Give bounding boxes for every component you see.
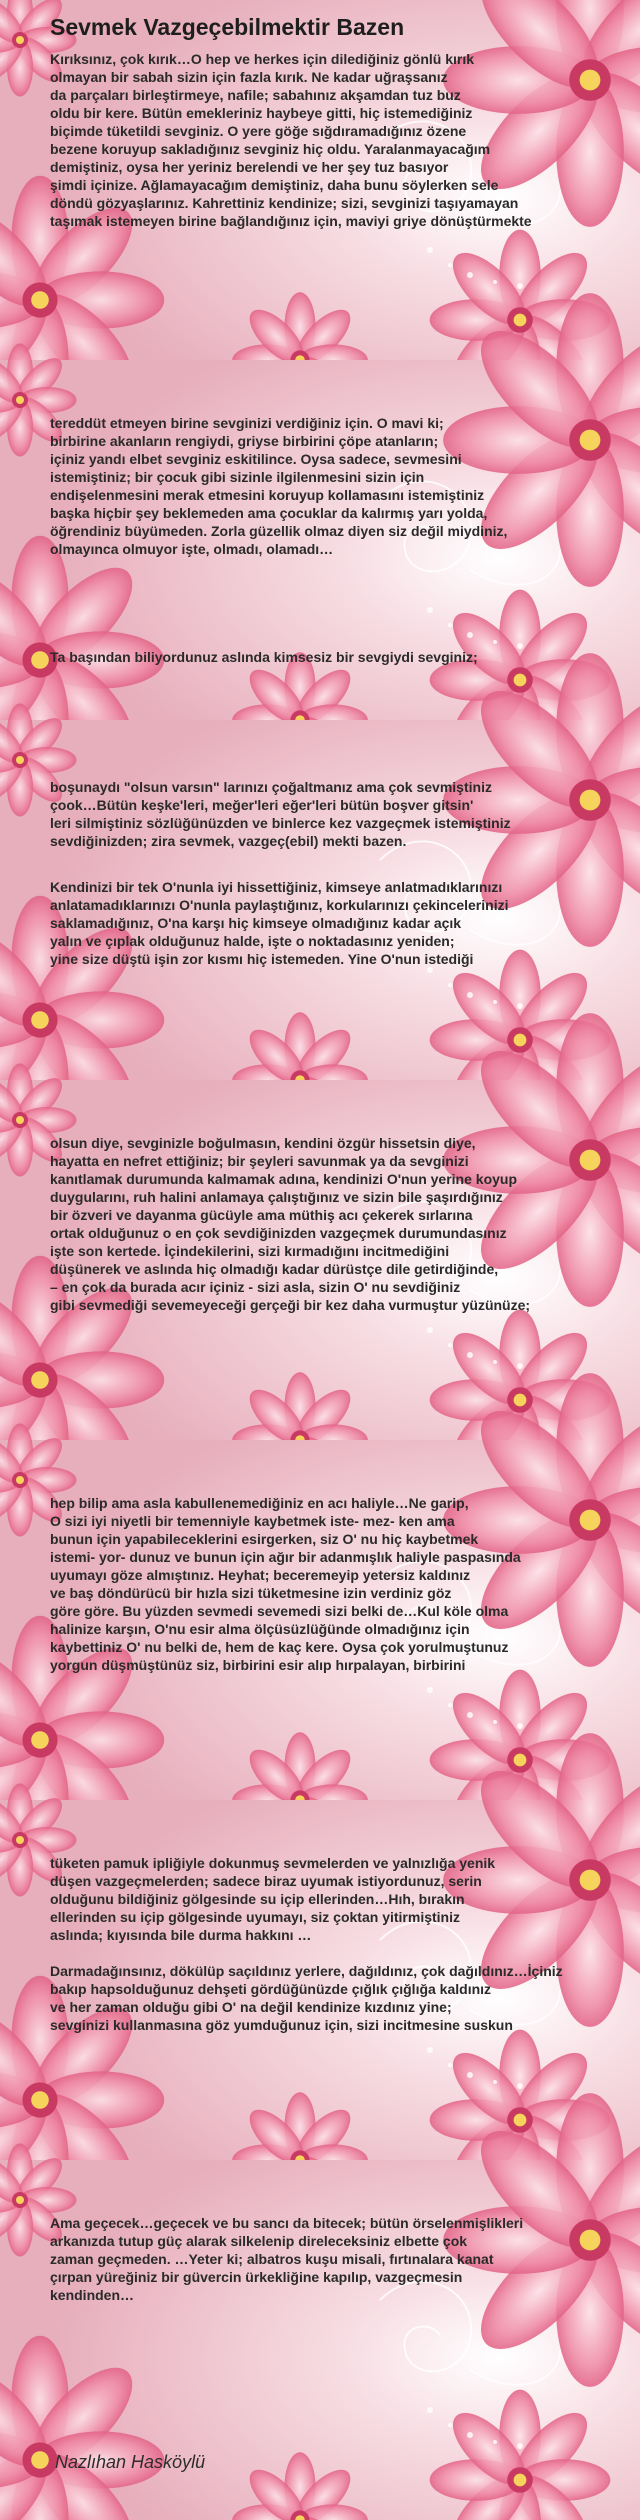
poem-line: sevginizi kullanmasına göz yumduğunuz için, sizi incitmesine suskun bbox=[50, 2017, 513, 2033]
poem-line: düşen vazgeçmelerden; sadece biraz uyumak istiyordunuz, serin bbox=[50, 1873, 482, 1889]
stanza-1 bbox=[50, 50, 640, 230]
stanza-6 bbox=[50, 1134, 640, 1314]
poem-line: oldu bir kere. Bütün emekleriniz haybeye gitti, hiç istemediğiniz bbox=[50, 105, 473, 121]
poem-line: yine size düştü işin zor kısmı hiç istemeden. Yine O'nun istediği bbox=[50, 951, 474, 967]
poem-line: arkanızda tutup güç alarak silkelenip direleceksiniz elbette çok bbox=[50, 2233, 468, 2249]
poem-line: şimdi içinize. Ağlamayacağım demiştiniz, daha bunu söylerken sele bbox=[50, 177, 499, 193]
stanza-2 bbox=[50, 414, 640, 558]
poem-line: olsun diye, sevginizle boğulmasın, kendini özgür hissetsin diye, bbox=[50, 1135, 476, 1151]
poem-line: uyumayı göze almıştınız. Heyhat; beceremeyip yetersiz kaldınız bbox=[50, 1567, 471, 1583]
poem-line: ortak olduğunuz o en çok sevdiğinizden vazgeçmek durumundasınız bbox=[50, 1225, 507, 1241]
poem-title: Sevmek Vazgeçebilmektir Bazen bbox=[50, 14, 405, 40]
stanza-5 bbox=[50, 878, 640, 968]
poem-line: saklamadığınız, O'na karşı hiç kimseye olmadığınız kadar açık bbox=[50, 915, 462, 931]
poem-line: istemi- yor- dunuz ve bunun için ağır bir adanmışlık haliyle paspasında bbox=[50, 1549, 521, 1565]
poem-author: Nazlıhan Hasköylü bbox=[55, 2452, 206, 2472]
poem-line: ve baş döndürücü bir hızla sizi tüketmesine izin verdiniz göz bbox=[50, 1585, 452, 1601]
poem-line: taşımak istemeyen birine bağlandığınız için, maviyi griye dönüştürmekte bbox=[50, 213, 532, 229]
poem-line: Kırıksınız, çok kırık…O hep ve herkes için dilediğiniz gönlü kırık bbox=[50, 51, 475, 67]
poem-line: bir özveri ve dayanma gücüyle ama müthiş acı çekerek sırlarına bbox=[50, 1207, 473, 1223]
poem-line: olmayan bir sabah sizin için fazla kırık. Ne kadar uğraşsanız bbox=[50, 69, 448, 85]
poem-line: kendinden… bbox=[50, 2287, 135, 2303]
poem-line: çook…Bütün keşke'leri, meğer'leri eğer'leri bütün boşver gitsin' bbox=[50, 797, 474, 813]
poem-line: öğrendiniz büyümeden. Zorla güzellik olmaz diyen siz değil miydiniz, bbox=[50, 523, 508, 539]
poem-line: gibi sevmediği sevemeyeceği gerçeği bir kez daha vurmuştur yüzünüze; bbox=[50, 1297, 531, 1313]
poem-line: hep bilip ama asla kabullenemediğiniz en acı haliyle…Ne garip, bbox=[50, 1495, 469, 1511]
stanza-4 bbox=[50, 778, 640, 850]
poem-line: bunun için yapabileceklerini esirgerken, siz O' nu hiç kaybetmek bbox=[50, 1531, 479, 1547]
poem-line: Kendinizi bir tek O'nunla iyi hissettiğiniz, kimseye anlatmadıklarınızı bbox=[50, 879, 503, 895]
poem-line: demiştiniz, oysa her yeriniz berelendi ve her şey tuz basıyor bbox=[50, 159, 449, 175]
poem-line: bakıp hapsolduğunuz dehşeti gördüğünüzde çığlık çığlığa kaldınız bbox=[50, 1981, 492, 1997]
poem-line: kanıtlamak durumunda kalmamak adına, kendinizi O'nun yerine koyup bbox=[50, 1171, 518, 1187]
poem-line: zaman geçmeden. …Yeter ki; albatros kuşu misali, fırtınalara kanat bbox=[50, 2251, 494, 2267]
poem-line: kaybettiniz O' nu belki de, hem de kaç kere. Oysa çok yorulmuştunuz bbox=[50, 1639, 509, 1655]
stanza-9 bbox=[50, 1962, 640, 2034]
poem-line: işte son kertede. İçindekilerini, sizi kırmadığını incitmediğini bbox=[50, 1243, 450, 1259]
poem-line: biçimde tüketildi sevginiz. O yere göğe sığdıramadığınız özene bbox=[50, 123, 467, 139]
poem-line: halinize karşın, O'nu esir alma ölçüsüzlüğünde olmadığınız için bbox=[50, 1621, 470, 1637]
poem-line: boşunaydı "olsun varsın" larınızı çoğaltmanız ama çok sevmiştiniz bbox=[50, 779, 492, 795]
poem-line: ellerinden su içip gölgesinde uyumayı, siz çoktan yitirmiştiniz bbox=[50, 1909, 460, 1925]
poem-line: yalın ve çıplak olduğunuz halde, işte o noktadasınız yeniden; bbox=[50, 933, 455, 949]
stanza-3 bbox=[50, 648, 640, 666]
poem-line: endişelenmesini merak etmesini koruyup kollamasını istemiştiniz bbox=[50, 487, 485, 503]
poem-line: Ta başından biliyordunuz aslında kimsesiz bir sevgiydi sevginiz; bbox=[50, 649, 478, 665]
stanza-7 bbox=[50, 1494, 640, 1674]
poem-line: yorgun düşmüştünüz siz, birbirini esir alıp hırpalayan, birbirini bbox=[50, 1657, 466, 1673]
poem-line: olmayınca olmuyor işte, olmadı, olamadı… bbox=[50, 541, 334, 557]
poem-line: göre göre. Bu yüzden sevmedi sevemedi sizi belki de…Kul köle olma bbox=[50, 1603, 509, 1619]
stanza-10 bbox=[50, 2214, 640, 2304]
poem-line: içiniz yandı elbet sevginiz eskitilince. Oysa sadece, sevmesini bbox=[50, 451, 462, 467]
poem-line: O sizi iyi niyetli bir temenniyle kaybetmek iste- mez- ken ama bbox=[50, 1513, 455, 1529]
stanza-8 bbox=[50, 1854, 640, 1944]
poem-line: ve her zaman olduğu gibi O' na değil kendinize kızdınız yine; bbox=[50, 1999, 452, 2015]
poem-line: olduğunu bildiğiniz gölgesinde su içip ellerinden…Hıh, bırakın bbox=[50, 1891, 465, 1907]
poem-line: istemiştiniz; bir çocuk gibi sizinle ilgilenmesini sizin için bbox=[50, 469, 425, 485]
poem-line: duygularını, ruh halini anlamaya çalıştığınız ve sizin bile şaşırdığınız bbox=[50, 1189, 503, 1205]
poem-line: tüketen pamuk ipliğiyle dokunmuş sevmelerden ve yalnızlığa yenik bbox=[50, 1855, 496, 1871]
poem-line: Ama geçecek…geçecek ve bu sancı da bitecek; bütün örselenmişlikleri bbox=[50, 2215, 524, 2231]
poem-line: anlatamadıklarınızı O'nunla paylaştığınız, korkularınızı çekincelerinizi bbox=[50, 897, 509, 913]
poem-line: birbirine akanların rengiydi, griyse birbirini çöpe atanların; bbox=[50, 433, 439, 449]
poem-line: bezene koruyup sakladığınız sevginiz hiç oldu. Yaralanmayacağım bbox=[50, 141, 491, 157]
poem-line: – en çok da burada acır içiniz - sizi asla, sizin O' nu sevdiğiniz bbox=[50, 1279, 461, 1295]
poem-line: aslında; kıyısında bile durma hakkını … bbox=[50, 1927, 312, 1943]
poem-line: düşünerek ve aslında hiç olmadığı kadar dürüstçe dile getirdiğinde, bbox=[50, 1261, 499, 1277]
poem-line: hayatta en nefret ettiğiniz; bir şeyleri savunmak ya da sevginizi bbox=[50, 1153, 469, 1169]
poem-line: tereddüt etmeyen birine sevginizi verdiğiniz için. O mavi ki; bbox=[50, 415, 444, 431]
poem-line: leri silmiştiniz sözlüğünüzden ve binlerce kez vazgeçmek istemiştiniz bbox=[50, 815, 511, 831]
poem-line: da parçaları birleştirmeye, nafile; sabahınız akşamdan tuz buz bbox=[50, 87, 461, 103]
poem-line: Darmadağınsınız, dökülüp saçıldınız yerlere, dağıldınız, çok dağıldınız…İçiniz bbox=[50, 1963, 563, 1979]
poem-line: başka hiçbir şey beklemeden ama çocuklar da kalırmış yarı yolda, bbox=[50, 505, 488, 521]
poem-line: çırpan yüreğiniz bir güvercin ürkekliğine kapılıp, vazgeçmesin bbox=[50, 2269, 463, 2285]
poem-line: döndü gözyaşlarınız. Kahrettiniz kendinize; sizi, sevginizi taşıyamayan bbox=[50, 195, 519, 211]
poem-line: sevdiğinizden; zira sevmek, vazgeç(ebil) mekti bazen. bbox=[50, 833, 407, 849]
